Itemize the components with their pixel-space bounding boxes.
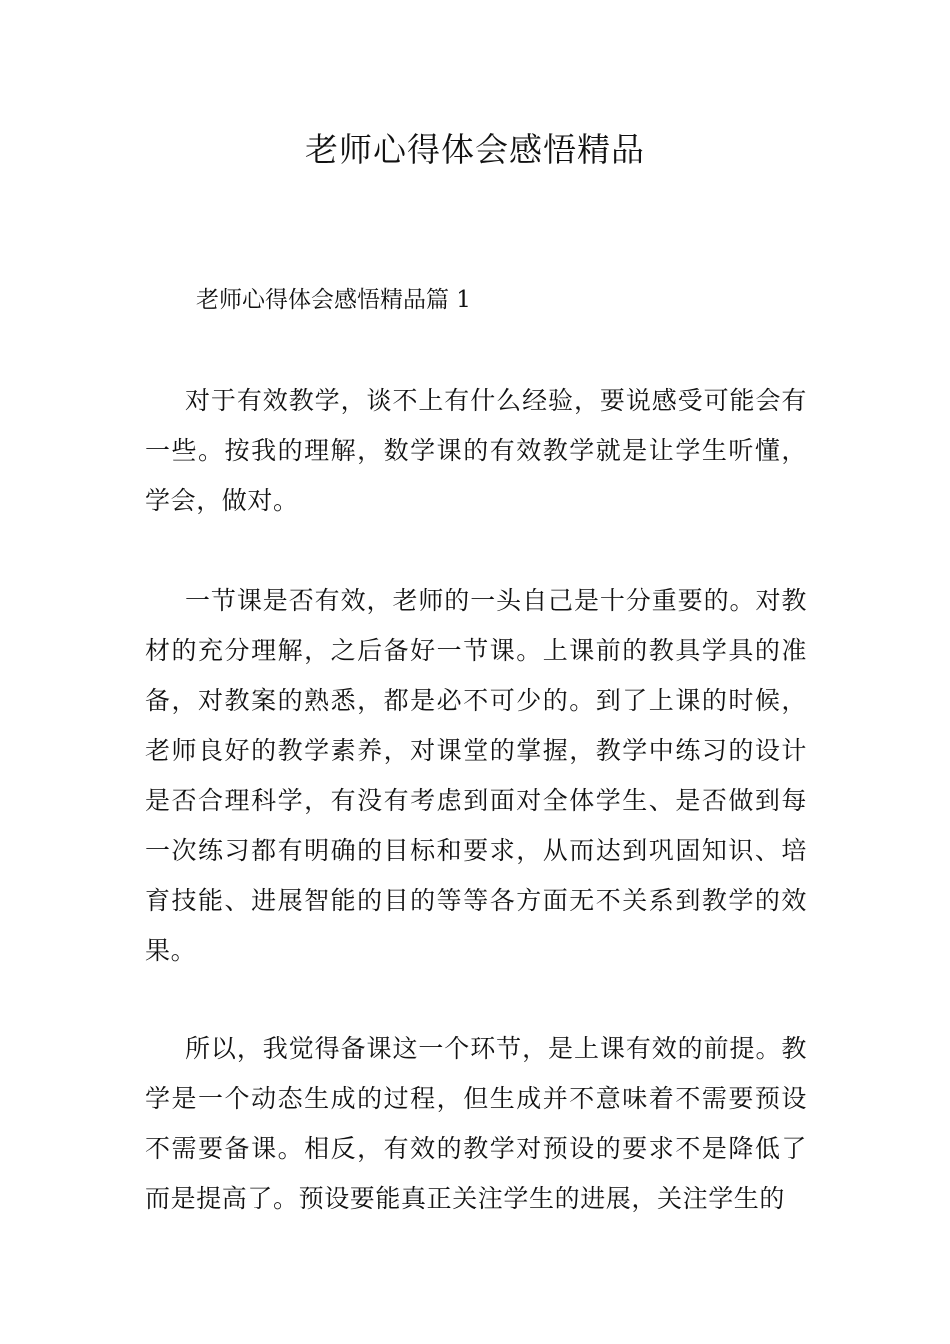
paragraph-1: 对于有效教学，谈不上有什么经验，要说感受可能会有一些。按我的理解，数学课的有效教学就是让学生听懂，学会，做对。 xyxy=(145,386,807,515)
page-title: 老师心得体会感悟精品 xyxy=(305,130,645,169)
section-heading: 老师心得体会感悟精品篇 1 xyxy=(196,287,471,313)
paragraph-2: 一节课是否有效，老师的一头自己是十分重要的。对教材的充分理解，之后备好一节课。上课前的教具学具的准备，对教案的熟悉，都是必不可少的。到了上课的时候，老师良好的教学素养，对课堂的掌握，教学中练习的设计是否合理科学，有没有考虑到面对全体学生、是否做到每一次练习都有明确的目标和要求，从而达到巩固知识、培育技能、进展智能的目的等等各方面无不关系到教学的效果。 xyxy=(145,586,807,965)
paragraph-3: 所以，我觉得备课这一个环节，是上课有效的前提。教学是一个动态生成的过程，但生成并不意味着不需要预设不需要备课。相反，有效的教学对预设的要求不是降低了而是提高了。预设要能真正关注学生的进展，关注学生的 xyxy=(145,1034,807,1213)
